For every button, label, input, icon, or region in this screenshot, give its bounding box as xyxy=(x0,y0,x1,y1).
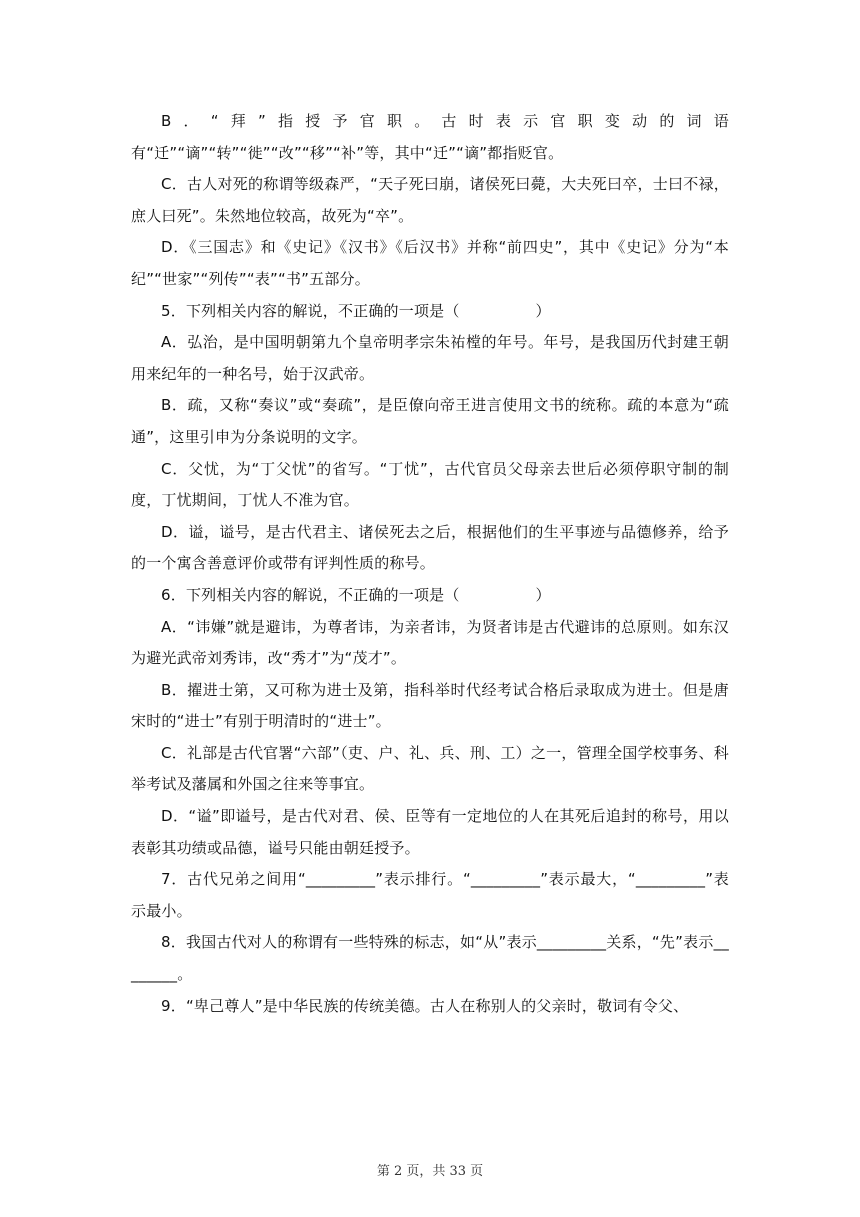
question-7: 7．古代兄弟之间用“_________”表示排行。“_________”表示最大，“_________”表示最小。 xyxy=(131,870,729,920)
option-c-paragraph: C．古人对死的称谓等级森严，“天子死曰崩，诸侯死曰薨，大夫死曰卒，士曰不禄，庶人曰死”。朱然地位较高，故死为“卒”。 xyxy=(131,175,729,225)
option-d-paragraph: D．《三国志》和《史记》《汉书》《后汉书》并称“前四史”，其中《史记》分为“本纪”“世家”“列传”“表”“书”五部分。 xyxy=(131,238,729,288)
question-5-option-a: A．弘治，是中国明朝第九个皇帝明孝宗朱祐樘的年号。年号，是我国历代封建王朝用来纪年的一种名号，始于汉武帝。 xyxy=(131,333,729,383)
question-5-option-b: B．疏，又称“奏议”或“奏疏”，是臣僚向帝王进言使用文书的统称。疏的本意为“疏通”，这里引申为分条说明的文字。 xyxy=(131,396,729,446)
question-5: 5．下列相关内容的解说，不正确的一项是（ ） xyxy=(161,301,551,320)
question-5-option-c: C．父忧，为“丁父忧”的省写。“丁忧”，古代官员父母亲去世后必须停职守制的制度，丁忧期间，丁忧人不准为官。 xyxy=(131,459,729,510)
question-6-option-b: B．擢进士第，又可称为进士及第，指科举时代经考试合格后录取成为进士。但是唐宋时的“进士”有别于明清时的“进士”。 xyxy=(131,680,729,731)
page-footer: 第 2 页，共 33 页 xyxy=(376,1164,484,1179)
question-6: 6．下列相关内容的解说，不正确的一项是（ ） xyxy=(161,585,551,604)
question-6-option-d: D．“谥”即谥号，是古代对君、侯、臣等有一定地位的人在其死后追封的称号，用以表彰其功绩或品德，谥号只能由朝廷授予。 xyxy=(131,807,729,857)
question-6-option-a: A．“讳嫌”就是避讳，为尊者讳，为亲者讳，为贤者讳是古代避讳的总原则。如东汉为避光武帝刘秀讳，改“秀才”为“茂才”。 xyxy=(131,617,729,668)
question-6-option-c: C．礼部是古代官署“六部”（吏、户、礼、兵、刑、工）之一，管理全国学校事务、科举考试及藩属和外国之往来等事宜。 xyxy=(131,743,729,794)
question-8: 8．我国古代对人的称谓有一些特殊的标志，如“从”表示_________关系，“先”表示________。 xyxy=(131,933,729,984)
question-9: 9．“卑己尊人”是中华民族的传统美德。古人在称别人的父亲时，敬词有令父、 xyxy=(161,996,689,1015)
page-content xyxy=(131,106,729,1022)
question-5-option-d: D．谥，谥号，是古代君主、诸侯死去之后，根据他们的生平事迹与品德修养，给予的一个寓含善意评价或带有评判性质的称号。 xyxy=(131,522,729,573)
option-b-paragraph: B．“拜”指授予官职。古时表示官职变动的词语有“迁”“谪”“转”“徙”“改”“移”“补”等，其中“迁”“谪”都指贬官。 xyxy=(131,112,729,162)
